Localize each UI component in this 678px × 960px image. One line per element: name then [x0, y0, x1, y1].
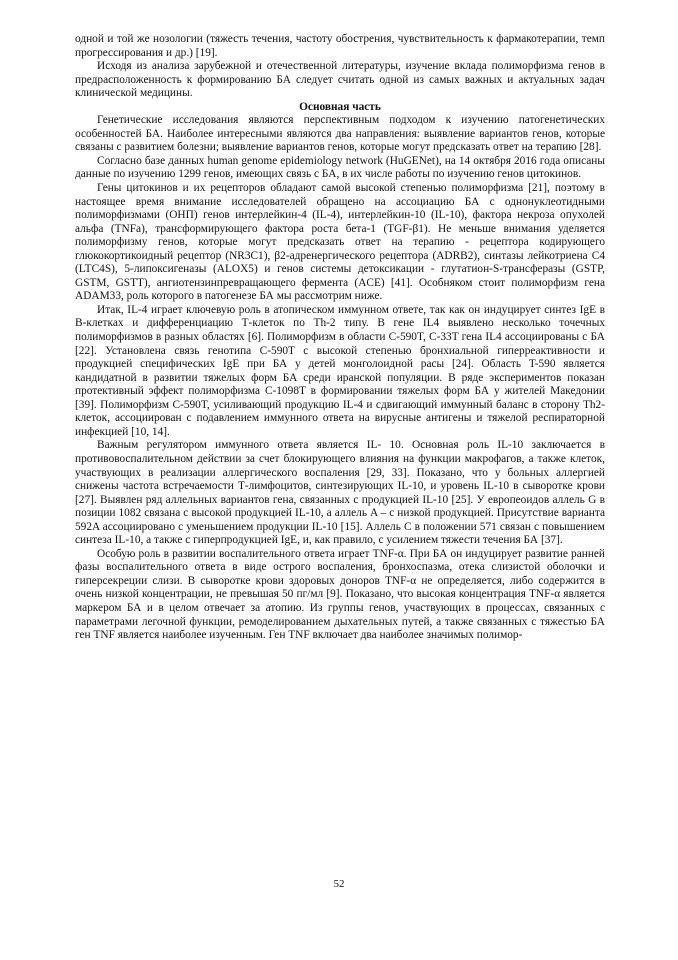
paragraph-tnf: Особую роль в развитии воспалительного ответа играет TNF-α. При БА он индуцирует развитие ранней фазы воспалительного ответа в виде острого воспаления, бронхоспазма, отека слизистой оболочки и гиперсекреции слизи. В сыворотке крови здоровых доноров TNF-α не определяется, либо содержится в очень низкой концентрации, не превышая 50 пг/мл [9]. Показано, что высокая концентрация TNF-α является маркером БА и в целом отвечает за атопию. Из группы генов, участвующих в процессах, связанных с параметрами легочной функции, ремоделированием дыхательных путей, а также связанных с тяжестью БА ген TNF является наиболее изученным. Ген TNF включает два наиболее значимых полимор-	[75, 547, 605, 642]
paragraph-hugenet: Согласно базе данных human genome epidemiology network (HuGENet), на 14 октября 2016 года описаны данные по изучению 1299 генов, имеющих связь с БА, в их числе работы по изучению генов цитокинов.	[75, 154, 605, 181]
section-heading: Основная часть	[299, 100, 381, 113]
paragraph-il4: Итак, IL-4 играет ключевую роль в атопическом иммунном ответе, так как он индуцирует синтез IgE в В-клетках и дифференциацию Т-клеток по Th-2 типу. В гене IL4 выявлено несколько точечных полиморфизмов в разных областях [6]. Полиморфизм в области C-590T, C-33T гена IL4 ассоциированы с БА [22]. Установлена связь генотипа C-590T с высокой степенью бронхиальной гиперреактивности и продукцией специфических IgE при БА у детей монголоидной расы [24]. Область T-590 является кандидатной в развитии тяжелых форм БА среди иранской популяции. В ряде экспериментов показан протективный эффект полиморфизма C-1098T в формировании тяжелых форм БА у жителей Македонии [39]. Полиморфизм C-590T, усиливающий продукцию IL-4 и сдвигающий иммунный баланс в сторону Th2-клеток, ассоциирован с подавлением иммунного ответа на вирусные антигены и тяжелой респираторной инфекцией [10, 14].	[75, 303, 605, 438]
paragraph-cytokine-genes: Гены цитокинов и их рецепторов обладают самой высокой степенью полиморфизма [21], поэтому в настоящее время внимание исследователей обращено на ассоциацию БА с однонуклеотидными полиморфизмами (ОНП) генов интерлейкин-4 (IL-4), интерлейкин-10 (IL-10), фактора некроза опухолей альфа (TNFa), трансформирующего фактора роста бета-1 (TGF-β1). Не меньше внимания уделяется полиморфизму генов, которые могут предсказать ответ на терапию - рецептора кодирующего глюкокортикоидный рецептор (NR3C1), β2-адренергического рецептора (ADRB2), синтазы лейкотриена C4 (LTC4S), 5-липоксигеназы (ALOX5) и генов системы детоксикации - глутатион-S-трансферазы (GSTP, GSTM, GSTT), ангиотензинпревращающего фермента (ACE) [41]. Особняком стоит полиморфизм гена ADAM33, роль которого в патогенезе БА мы рассмотрим ниже.	[75, 182, 605, 303]
paragraph-intro: Исходя из анализа зарубежной и отечественной литературы, изучение вклада полиморфизма генов в предрасположенность к формированию БА следует считать одной из самых важных и актуальных задач клинической медицины.	[75, 60, 605, 100]
page-number: 52	[333, 878, 345, 890]
paragraph-genetic-research: Генетические исследования являются перспективным подходом к изучению патогенетических особенностей БА. Наиболее интересными являются два направления: выявление вариантов генов, которые связаны с развитием болезни; выявление вариантов генов, которые могут предсказать ответ на терапию [28].	[75, 114, 605, 154]
document-page	[75, 33, 605, 643]
paragraph-continuation: одной и той же нозологии (тяжесть течения, частоту обострения, чувствительность к фармакотерапии, темп прогрессирования и др.) [19].	[75, 33, 605, 59]
paragraph-il10: Важным регулятором иммунного ответа является IL- 10. Основная роль IL-10 заключается в противовоспалительном действии за счет блокирующего влияния на функции макрофагов, а также клеток, участвующих в реализации аллергического воспаления [29, 33]. Показано, что у больных аллергией снижены частота встречаемости Т-лимфоцитов, синтезирующих IL-10, и уровень IL-10 в сыворотке крови [27]. Выявлен ряд аллельных вариантов гена, связанных с продукцией IL-10 [25]. У европеоидов аллель G в позиции 1082 связана с высокой продукцией IL-10, а аллель A – с низкой продукцией. Присутствие варианта 592A ассоциировано с уменьшением продукции IL-10 [15]. Аллель C в положении 571 связан с повышением синтеза IL-10, а также с гиперпродукцией IgE, и, как правило, с усилением тяжести течения БА [37].	[75, 439, 606, 547]
